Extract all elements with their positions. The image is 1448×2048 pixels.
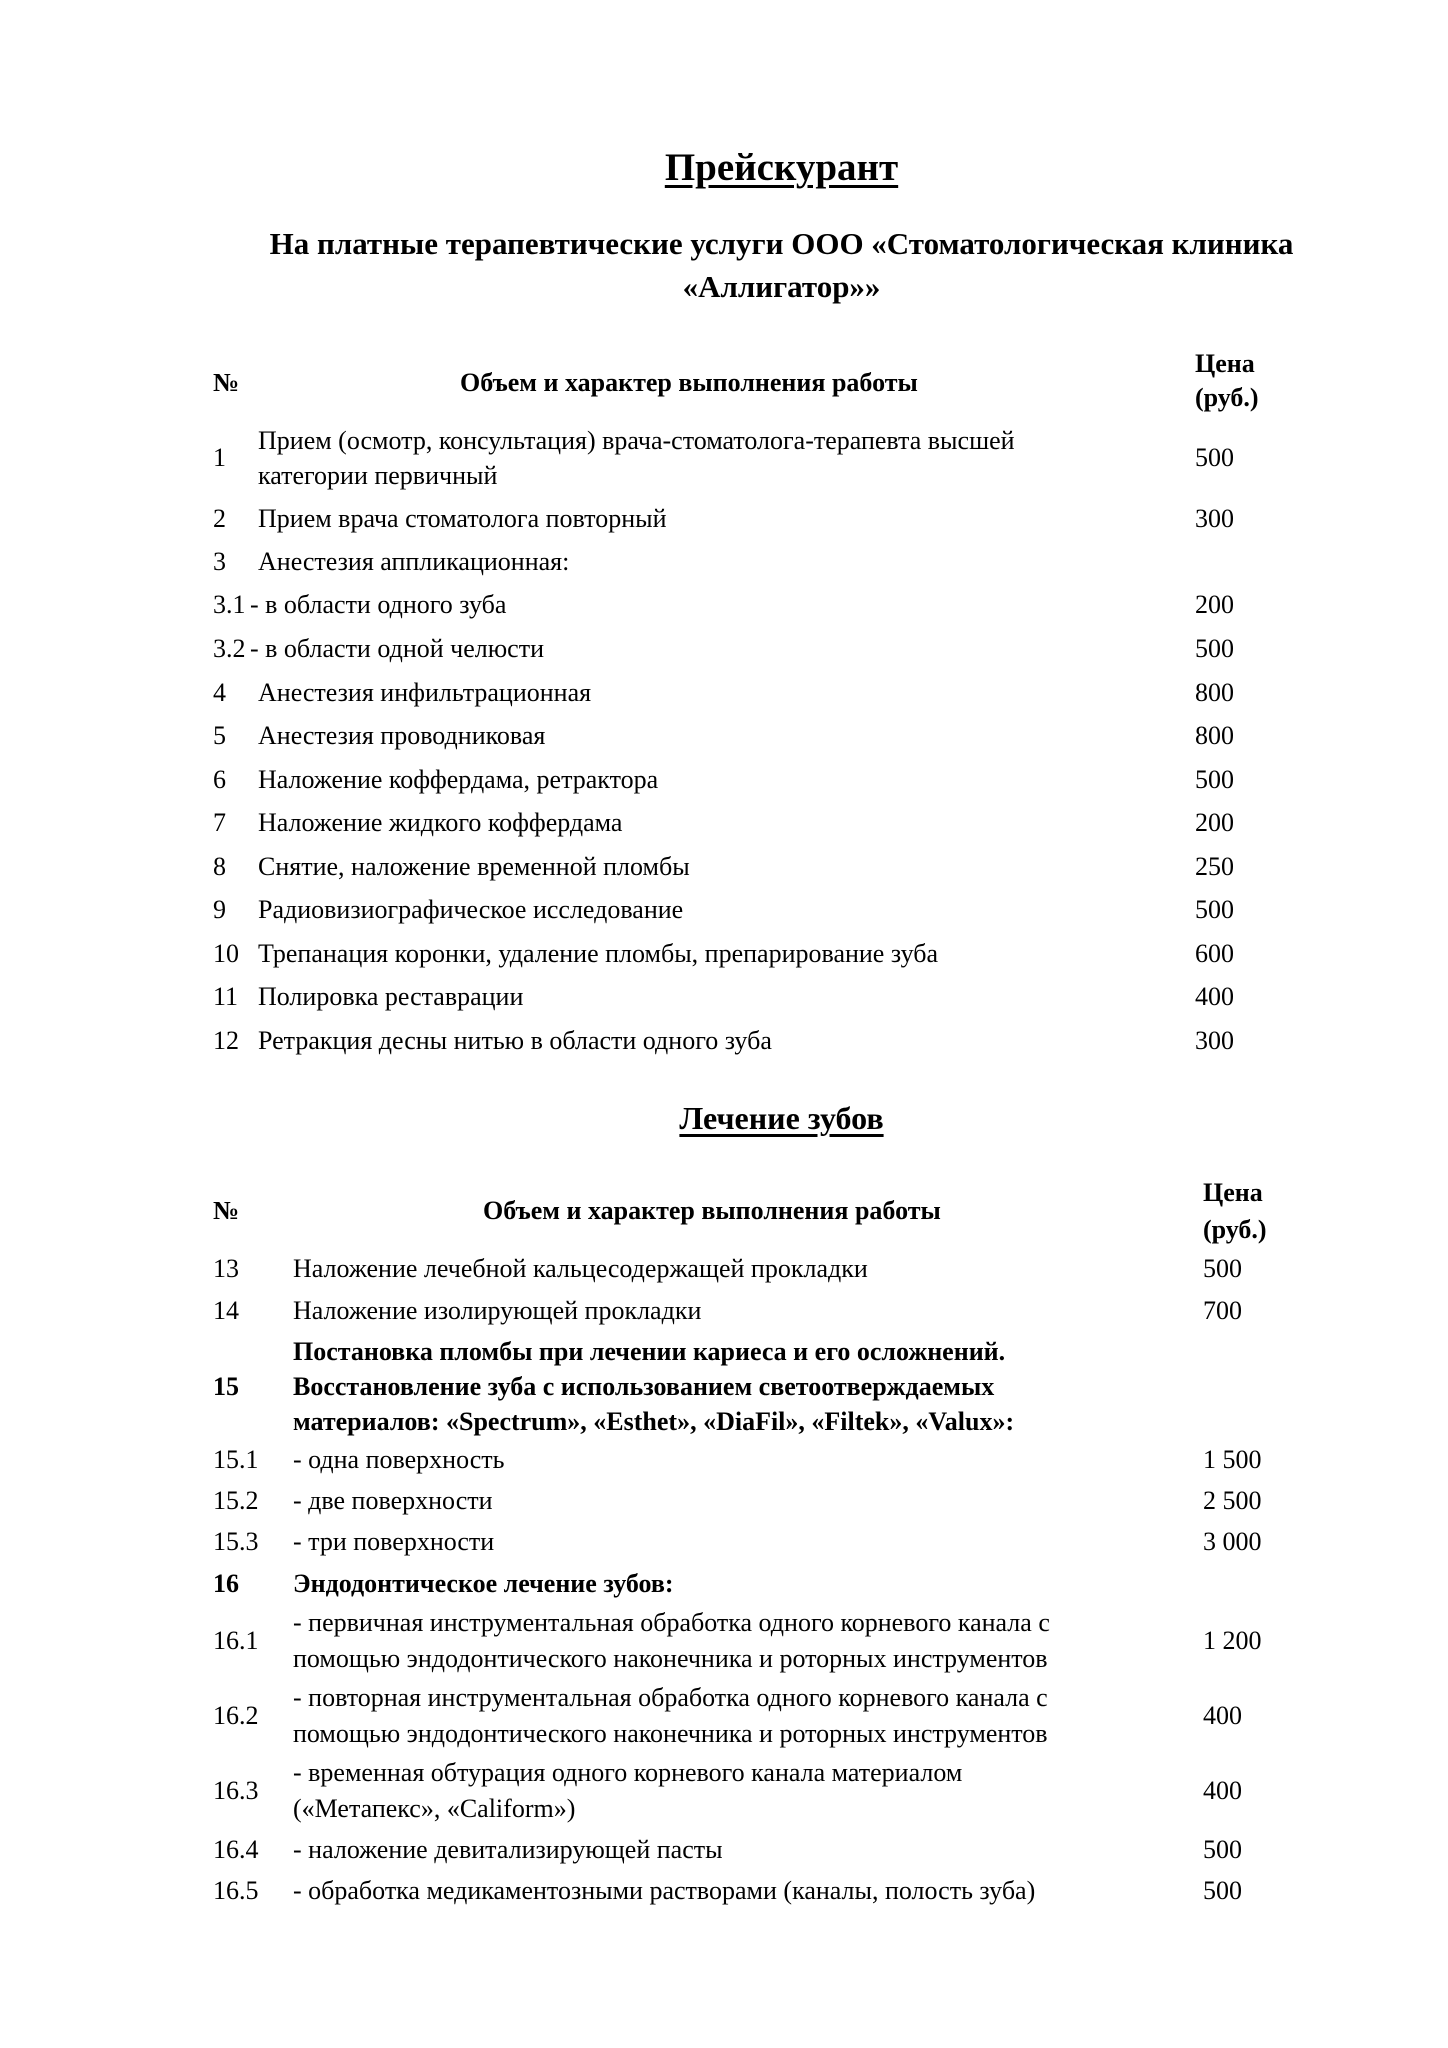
row-number: 13 bbox=[213, 1254, 239, 1283]
row-number: 16.1 bbox=[213, 1626, 259, 1655]
row-text: помощью эндодонтического наконечника и роторных инструментов bbox=[293, 1719, 1048, 1748]
row-text: Постановка пломбы при лечении кариеса и его осложнений. bbox=[293, 1337, 1006, 1366]
document-subtitle-line1: На платные терапевтические услуги ООО «Стоматологическая клиника bbox=[269, 226, 1294, 261]
row-text: - две поверхности bbox=[293, 1486, 493, 1515]
row-text: Снятие, наложение временной пломбы bbox=[258, 852, 690, 881]
row-number: 12 bbox=[213, 1026, 239, 1055]
row-text: - первичная инструментальная обработка одного корневого канала с bbox=[293, 1608, 1050, 1637]
row-number: 11 bbox=[213, 982, 239, 1011]
section-title: Лечение зубов bbox=[679, 1100, 884, 1136]
row-number: 16.5 bbox=[213, 1876, 259, 1905]
row-price: 2 500 bbox=[1203, 1486, 1262, 1515]
row-number: 4 bbox=[213, 678, 226, 707]
row-price: 500 bbox=[1203, 1876, 1242, 1905]
row-number: 3 bbox=[213, 547, 226, 576]
row-price: 300 bbox=[1195, 1026, 1234, 1055]
row-number: 15.3 bbox=[213, 1527, 259, 1556]
row-price: 800 bbox=[1195, 721, 1234, 750]
row-text: Наложение коффердама, ретрактора bbox=[258, 765, 659, 794]
header-price-line2: (руб.) bbox=[1195, 383, 1259, 412]
row-number: 16.4 bbox=[213, 1835, 259, 1864]
row-text: категории первичный bbox=[258, 461, 498, 490]
row-text: - одна поверхность bbox=[293, 1445, 505, 1474]
row-text: Наложение жидкого коффердама bbox=[258, 808, 623, 837]
row-price: 500 bbox=[1203, 1254, 1242, 1283]
row-text: - наложение девитализирующей пасты bbox=[293, 1835, 723, 1864]
row-price: 800 bbox=[1195, 678, 1234, 707]
row-price: 500 bbox=[1195, 443, 1234, 472]
row-price: 250 bbox=[1195, 852, 1234, 881]
row-text: помощью эндодонтического наконечника и роторных инструментов bbox=[293, 1644, 1048, 1673]
row-number: 15.2 bbox=[213, 1486, 259, 1515]
row-number: 7 bbox=[213, 808, 226, 837]
row-number: 15 bbox=[213, 1372, 239, 1401]
row-text: Полировка реставрации bbox=[258, 982, 524, 1011]
row-price: 200 bbox=[1195, 808, 1234, 837]
row-number: 15.1 bbox=[213, 1445, 259, 1474]
row-number: 1 bbox=[213, 443, 226, 472]
row-text: Наложение лечебной кальцесодержащей прокладки bbox=[293, 1254, 868, 1283]
row-text: - в области одной челюсти bbox=[250, 634, 544, 663]
header-price-line1: Цена bbox=[1203, 1178, 1263, 1207]
row-text: Восстановление зуба с использованием светоотверждаемых bbox=[293, 1372, 995, 1401]
row-price: 700 bbox=[1203, 1296, 1242, 1325]
header-price-line1: Цена bbox=[1195, 349, 1255, 378]
row-number: 16.3 bbox=[213, 1776, 259, 1805]
row-price: 200 bbox=[1195, 590, 1234, 619]
row-price: 3 000 bbox=[1203, 1527, 1262, 1556]
header-price-line2: (руб.) bbox=[1203, 1215, 1267, 1244]
row-number: 2 bbox=[213, 504, 226, 533]
row-text: - временная обтурация одного корневого канала материалом bbox=[293, 1758, 963, 1787]
row-price: 500 bbox=[1195, 765, 1234, 794]
row-price: 500 bbox=[1195, 634, 1234, 663]
row-text: Анестезия аппликационная: bbox=[258, 547, 570, 576]
header-work: Объем и характер выполнения работы bbox=[460, 368, 918, 397]
row-text: Трепанация коронки, удаление пломбы, препарирование зуба bbox=[258, 939, 938, 968]
row-number: 5 bbox=[213, 721, 226, 750]
document-title: Прейскурант bbox=[664, 146, 899, 189]
row-number: 3.2 bbox=[213, 634, 246, 663]
header-number: № bbox=[213, 1196, 240, 1225]
row-price: 600 bbox=[1195, 939, 1234, 968]
row-number: 16.2 bbox=[213, 1701, 259, 1730]
row-text: Анестезия инфильтрационная bbox=[258, 678, 592, 707]
row-text: Ретракция десны нитью в области одного зуба bbox=[258, 1026, 772, 1055]
header-number: № bbox=[213, 368, 240, 397]
row-price: 300 bbox=[1195, 504, 1234, 533]
row-number: 3.1 bbox=[213, 590, 246, 619]
row-text: Наложение изолирующей прокладки bbox=[293, 1296, 702, 1325]
row-number: 14 bbox=[213, 1296, 239, 1325]
row-price: 1 200 bbox=[1203, 1626, 1262, 1655]
row-text: («Метапекс», «Caliform») bbox=[293, 1794, 576, 1823]
row-text: Прием (осмотр, консультация) врача-стоматолога-терапевта высшей bbox=[258, 426, 1015, 455]
row-number: 10 bbox=[213, 939, 239, 968]
row-price: 500 bbox=[1195, 895, 1234, 924]
document-subtitle-line2: «Аллигатор»» bbox=[682, 269, 881, 304]
row-number: 8 bbox=[213, 852, 226, 881]
row-price: 400 bbox=[1195, 982, 1234, 1011]
row-price: 500 bbox=[1203, 1835, 1242, 1864]
row-text: материалов: «Spectrum», «Esthet», «DiaFil», «Filtek», «Valux»: bbox=[293, 1407, 1015, 1436]
row-price: 400 bbox=[1203, 1701, 1242, 1730]
row-text: Эндодонтическое лечение зубов: bbox=[293, 1569, 674, 1598]
row-number: 16 bbox=[213, 1569, 239, 1598]
row-price: 400 bbox=[1203, 1776, 1242, 1805]
row-text: - обработка медикаментозными растворами (каналы, полость зуба) bbox=[293, 1876, 1036, 1905]
row-text: Радиовизиографическое исследование bbox=[258, 895, 684, 924]
header-work: Объем и характер выполнения работы bbox=[483, 1196, 941, 1225]
row-text: - три поверхности bbox=[293, 1527, 495, 1556]
row-text: Анестезия проводниковая bbox=[258, 721, 546, 750]
row-text: Прием врача стоматолога повторный bbox=[258, 504, 667, 533]
row-price: 1 500 bbox=[1203, 1445, 1262, 1474]
row-number: 9 bbox=[213, 895, 226, 924]
row-number: 6 bbox=[213, 765, 226, 794]
row-text: - в области одного зуба bbox=[250, 590, 507, 619]
row-text: - повторная инструментальная обработка одного корневого канала с bbox=[293, 1683, 1048, 1712]
